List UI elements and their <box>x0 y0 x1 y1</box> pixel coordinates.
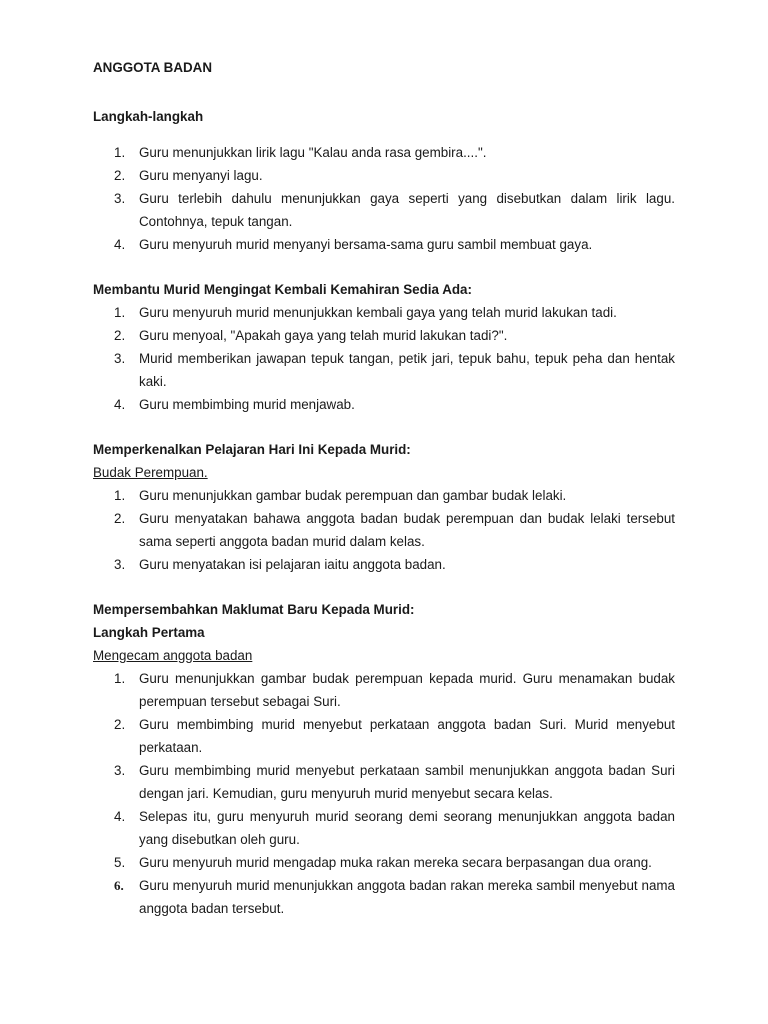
list-item <box>93 164 675 187</box>
presentation-list <box>93 667 675 920</box>
item-text: Selepas itu, guru menyuruh murid seorang demi seorang menunjukkan anggota badan yang disebutkan oleh guru. <box>139 809 675 847</box>
steps-list <box>93 141 675 256</box>
item-text: Murid memberikan jawapan tepuk tangan, petik jari, tepuk bahu, tepuk peha dan hentak kaki. <box>139 351 675 389</box>
item-text: Guru menyatakan isi pelajaran iaitu anggota badan. <box>139 557 446 572</box>
item-number: 4. <box>114 397 126 412</box>
item-number: 2. <box>114 168 126 183</box>
item-number: 3. <box>114 557 126 572</box>
item-text: Guru menunjukkan gambar budak perempuan kepada murid. Guru menamakan budak perempuan tersebut sebagai Suri. <box>139 671 675 709</box>
item-text: Guru menyuruh murid menunjukkan kembali gaya yang telah murid lakukan tadi. <box>139 305 617 320</box>
item-number: 3. <box>114 763 126 778</box>
list-item <box>93 484 675 507</box>
item-number: 4. <box>114 237 126 252</box>
list-item <box>93 301 675 324</box>
item-text: Guru menyuruh murid menyanyi bersama-sama guru sambil membuat gaya. <box>139 237 593 252</box>
item-number: 1. <box>114 671 126 686</box>
list-item <box>93 393 675 416</box>
list-item <box>93 324 675 347</box>
item-text: Guru membimbing murid menyebut perkataan anggota badan Suri. Murid menyebut perkataan. <box>139 717 675 755</box>
item-number: 2. <box>114 328 126 343</box>
section-heading-membantu: Membantu Murid Mengingat Kembali Kemahiran Sedia Ada: <box>93 282 472 297</box>
item-number: 2. <box>114 717 126 732</box>
list-item <box>93 141 675 164</box>
item-text: Guru terlebih dahulu menunjukkan gaya seperti yang disebutkan dalam lirik lagu. Contohnya, tepuk tangan. <box>139 191 675 229</box>
section-heading-langkah-pertama: Langkah Pertama <box>93 625 205 640</box>
item-text: Guru menunjukkan gambar budak perempuan dan gambar budak lelaki. <box>139 488 567 503</box>
list-item <box>93 851 675 874</box>
list-item <box>93 759 675 805</box>
list-item <box>93 553 675 576</box>
section-heading-mempersembahkan: Mempersembahkan Maklumat Baru Kepada Murid: <box>93 602 415 617</box>
item-number: 6. <box>114 878 124 893</box>
list-item <box>93 805 675 851</box>
list-item <box>93 507 675 553</box>
list-item <box>93 874 675 920</box>
item-number: 3. <box>114 191 126 206</box>
item-number: 1. <box>114 488 126 503</box>
item-text: Guru menyatakan bahawa anggota badan budak perempuan dan budak lelaki tersebut sama seperti anggota badan murid dalam kelas. <box>139 511 675 549</box>
item-number: 3. <box>114 351 126 366</box>
list-item <box>93 713 675 759</box>
item-text: Guru menyuruh murid menunjukkan anggota badan rakan mereka sambil menyebut nama anggota badan tersebut. <box>139 878 675 916</box>
section-subheading: Mengecam anggota badan <box>93 648 253 663</box>
item-text: Guru menunjukkan lirik lagu "Kalau anda rasa gembira....". <box>139 145 487 160</box>
item-number: 2. <box>114 511 126 526</box>
list-item <box>93 347 675 393</box>
item-text: Guru menyanyi lagu. <box>139 168 263 183</box>
list-item <box>93 667 675 713</box>
item-text: Guru menyuruh murid mengadap muka rakan mereka secara berpasangan dua orang. <box>139 855 652 870</box>
section-heading-langkah: Langkah-langkah <box>93 109 204 124</box>
section-heading-memperkenalkan: Memperkenalkan Pelajaran Hari Ini Kepada Murid: <box>93 442 411 457</box>
item-text: Guru membimbing murid menjawab. <box>139 397 355 412</box>
intro-list <box>93 484 675 576</box>
item-number: 1. <box>114 305 126 320</box>
document-page <box>93 58 675 920</box>
item-text: Guru menyoal, "Apakah gaya yang telah murid lakukan tadi?". <box>139 328 508 343</box>
item-number: 4. <box>114 809 126 824</box>
item-number: 5. <box>114 855 126 870</box>
item-text: Guru membimbing murid menyebut perkataan sambil menunjukkan anggota badan Suri dengan jari. Kemudian, guru menyuruh murid menyebut secara kelas. <box>139 763 675 801</box>
item-number: 1. <box>114 145 126 160</box>
document-title: ANGGOTA BADAN <box>93 60 213 75</box>
section-subheading: Budak Perempuan. <box>93 465 208 480</box>
list-item <box>93 187 675 233</box>
recall-list <box>93 301 675 416</box>
list-item <box>93 233 675 256</box>
